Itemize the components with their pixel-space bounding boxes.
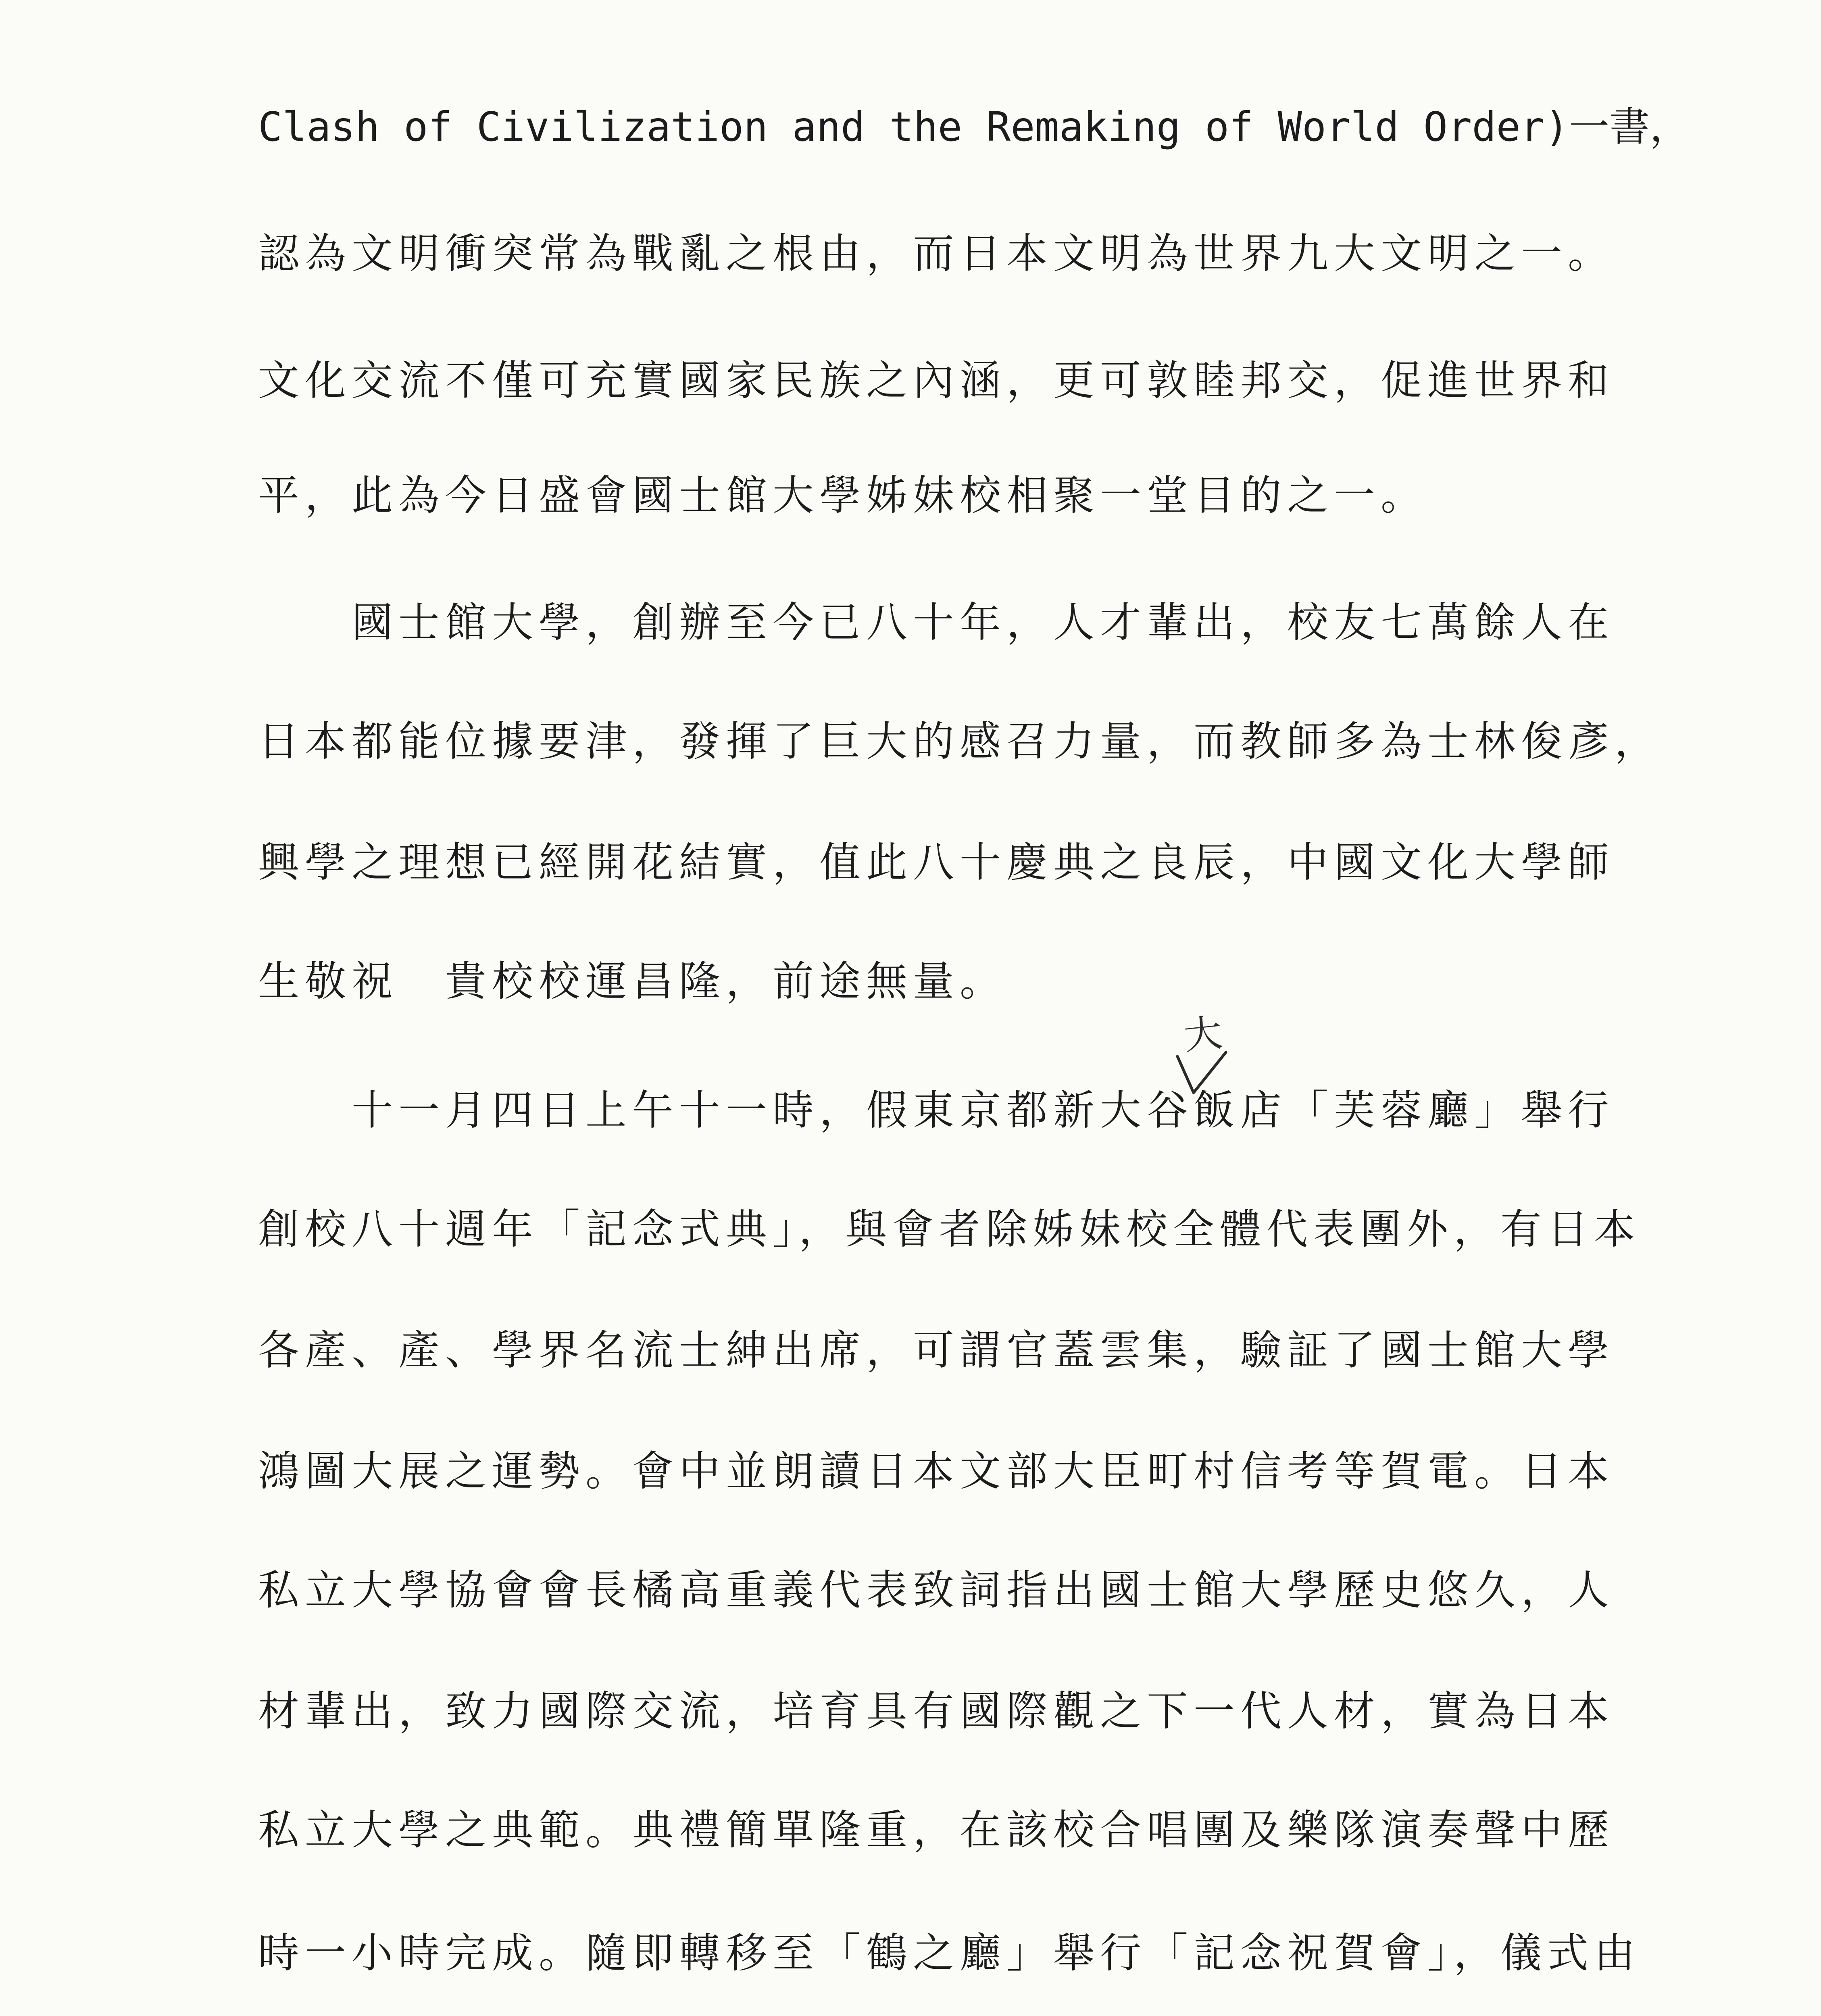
text-line-14: 材輩出，致力國際交流，培育具有國際觀之下一代人材，實為日本 [258, 1687, 1615, 1735]
text-line-13: 私立大學協會會長橘高重義代表致詞指出國士館大學歷史悠久，人 [258, 1566, 1615, 1614]
insertion-caret-mark [1169, 1048, 1234, 1101]
text-line-6: 日本都能位據要津，發揮了巨大的感召力量，而教師多為士林俊彥， [258, 718, 1661, 766]
text-line-10: 創校八十週年「記念式典」，與會者除姊妹校全體代表團外，有日本 [258, 1206, 1641, 1254]
text-line-4: 平，此為今日盛會國士館大學姊妹校相聚一堂目的之一。 [258, 472, 1427, 520]
text-line-9: 十一月四日上午十一時，假東京都新大谷飯店「芙蓉廳」舉行 [258, 1087, 1615, 1135]
text-line-8: 生敬祝 貴校校運昌隆，前途無量。 [258, 958, 1006, 1006]
text-line-16: 時一小時完成。隨即轉移至「鶴之廳」舉行「記念祝賀會」，儀式由 [258, 1929, 1641, 1977]
text-line-11: 各產、產、學界名流士紳出席，可謂官蓋雲集，驗証了國士館大學 [258, 1327, 1615, 1375]
text-line-15: 私立大學之典範。典禮簡單隆重，在該校合唱團及樂隊演奏聲中歷 [258, 1806, 1615, 1854]
text-line-3: 文化交流不僅可充實國家民族之內涵，更可敦睦邦交，促進世界和 [258, 357, 1615, 405]
text-line-7: 興學之理想已經開花結實，值此八十慶典之良辰，中國文化大學師 [258, 839, 1615, 887]
text-line-5: 國士館大學，創辦至今已八十年，人才輩出，校友七萬餘人在 [258, 599, 1615, 647]
text-line-1: Clash of Civilization and the Remaking of World Order)一書， [258, 103, 1690, 150]
text-line-2: 認為文明衝突常為戰亂之根由，而日本文明為世界九大文明之一。 [258, 230, 1615, 278]
text-line-12: 鴻圖大展之運勢。會中並朗讀日本文部大臣町村信考等賀電。日本 [258, 1447, 1615, 1495]
handwritten-insertion: 大 [1181, 1010, 1225, 1059]
